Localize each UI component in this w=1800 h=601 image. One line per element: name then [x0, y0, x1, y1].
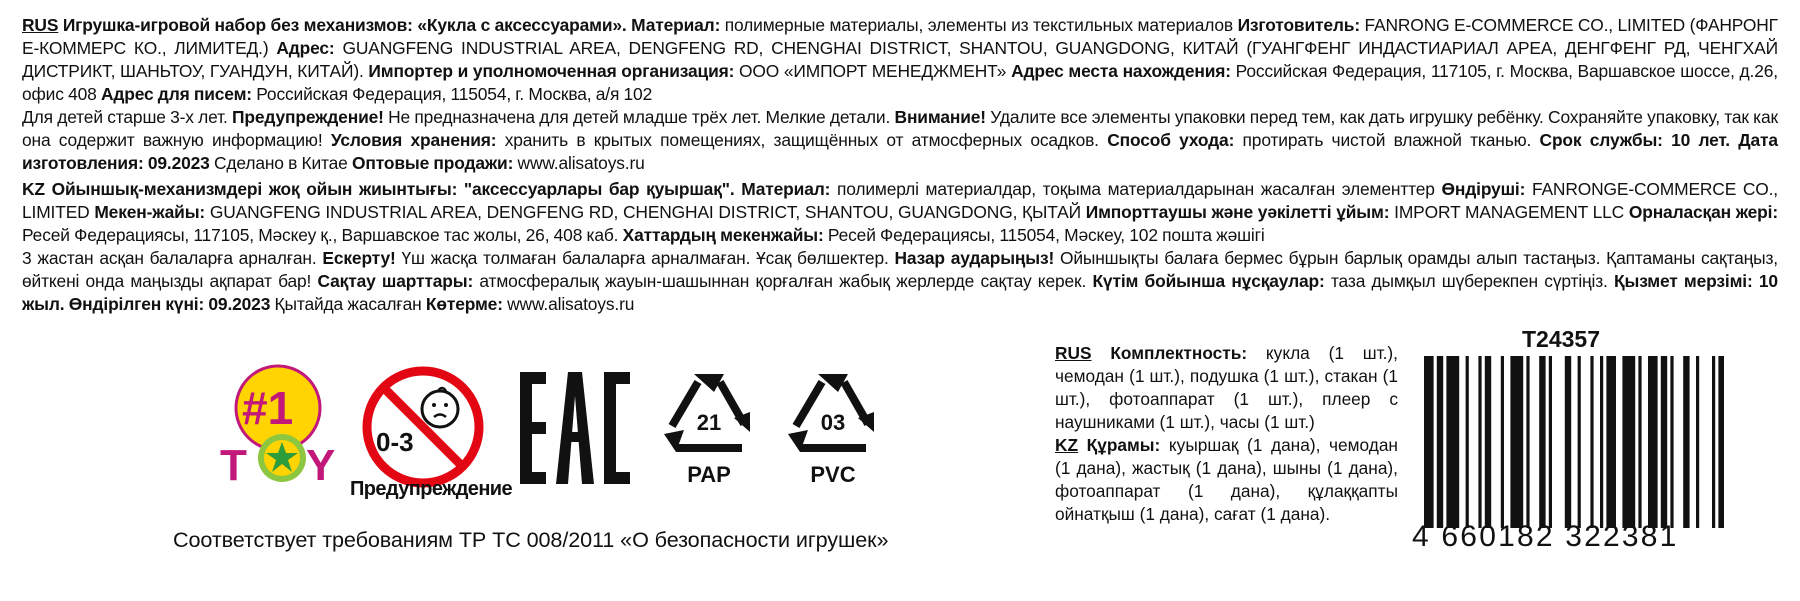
- rus-importer-label: Импортер и уполномоченная организация:: [368, 61, 735, 81]
- barcode-bar: [1549, 356, 1552, 528]
- kit-contents: [1055, 342, 1398, 526]
- barcode-icon: [1424, 356, 1724, 528]
- barcode-bar: [1600, 356, 1603, 528]
- kz-attention-label: Назар аударыңыз!: [894, 248, 1055, 268]
- barcode-bar: [1661, 356, 1667, 528]
- rus-importer: ООО «ИМПОРТ МЕНЕДЖМЕНТ»: [739, 61, 1007, 81]
- kz-origin: Қытайда жасалған: [274, 294, 422, 314]
- barcode-bar: [1712, 356, 1715, 528]
- recycle-pvc-icon: [782, 368, 884, 490]
- rus-attention-label: Внимание!: [894, 107, 986, 127]
- kz-material: полимерлі материалдар, тоқыма материалдарынан жасалған элементтер: [836, 179, 1435, 199]
- kz-importer: IMPORT MANAGEMENT LLC: [1394, 202, 1625, 222]
- barcode-bar: [1510, 356, 1523, 528]
- kz-lang-tag: KZ: [22, 179, 45, 199]
- barcode-bar: [1696, 356, 1699, 528]
- recycle-pap-icon: [658, 368, 760, 490]
- barcode-bar: [1622, 356, 1635, 528]
- rus-age: Для детей старше 3-х лет.: [22, 107, 228, 127]
- barcode-bar: [1638, 356, 1641, 528]
- kz-importer-label: Импорттаушы және уәкілетті ұйым:: [1085, 202, 1390, 222]
- kz-manufacturer: FANRONGE-COMMERCE CO., LIMITED: [22, 179, 1778, 222]
- svg-text:Y: Y: [306, 441, 336, 486]
- rus-wholesale-label: Оптовые продажи:: [352, 153, 514, 173]
- kz-storage: атмосфералық жауын-шашыннан қорғалған жабық жерлерде сақтау керек.: [479, 271, 1087, 291]
- rus-attention: Удалите все элементы упаковки перед тем, как дать игрушку ребёнку. Сохраняйте упаковку, так как она содержит важную информацию!: [22, 107, 1778, 150]
- kz-attention: Ойыншықты балаға бермес бұрын барлық орамды алып тастаңыз. Қаптаманы сақтаңыз, өйткені онда маңызды ақпарат бар!: [22, 248, 1778, 291]
- recycle-2-code: 03: [820, 410, 846, 435]
- barcode-bar: [1424, 356, 1434, 528]
- kz-warning-label: Ескерту!: [322, 248, 396, 268]
- recycle-1-label: PAP: [687, 462, 731, 487]
- rus-mail: Российская Федерация, 115054, г. Москва, а/я 102: [256, 84, 653, 104]
- rus-lang-tag: RUS: [22, 15, 59, 35]
- barcode-bar: [1718, 356, 1724, 528]
- rus-origin: Сделано в Китае: [213, 153, 348, 173]
- age-restriction-label: 0-3: [376, 427, 414, 457]
- eac-mark-icon: [520, 372, 630, 484]
- kz-manufacturer-label: Өндіруші:: [1441, 179, 1526, 199]
- kz-mail-label: Хаттардың мекенжайы:: [622, 225, 824, 245]
- kz-made-date: Өндірілген күні: 09.2023: [68, 294, 271, 314]
- rus-mail-label: Адрес для писем:: [100, 84, 252, 104]
- toy-brand-logo-icon: [212, 362, 338, 486]
- kz-address: GUANGFENG INDUSTRIAL AREA, DENGFENG RD, CHENGHAI DISTRICT, SHANTOU, GUANGDONG, ҚЫТАЙ: [209, 202, 1081, 222]
- kz-product-title: Ойыншық-механизмдері жоқ ойын жиынтығы: "аксессуарлары бар қуыршақ".: [51, 179, 735, 199]
- rus-location-label: Адрес места нахождения:: [1011, 61, 1231, 81]
- kz-warning: Үш жасқа толмаған балаларға арналмаған. Ұсақ бөлшектер.: [401, 248, 889, 268]
- kz-care-label: Күтім бойынша нұсқаулар:: [1092, 271, 1325, 291]
- rus-service-life: Срок службы: 10 лет.: [1539, 130, 1730, 150]
- kz-address-label: Мекен-жайы:: [94, 202, 206, 222]
- barcode-bar: [1501, 356, 1504, 528]
- barcode-bar: [1437, 356, 1443, 528]
- kz-info-paragraph: [22, 178, 1778, 316]
- kz-location: Ресей Федерациясы, 117105, Мәскеу қ., Варшавское тас жолы, 26, 408 каб.: [22, 225, 619, 245]
- kz-age: 3 жастан асқан балаларға арналған.: [22, 248, 317, 268]
- svg-text:T: T: [220, 441, 247, 486]
- barcode-bar: [1683, 356, 1689, 528]
- kz-service-life: Қызмет мерзімі: 10 жыл.: [22, 271, 1778, 314]
- rus-care-label: Способ ухода:: [1107, 130, 1235, 150]
- barcode-bar: [1648, 356, 1658, 528]
- kit-rus-lang: RUS: [1055, 343, 1092, 363]
- rus-address-label: Адрес:: [276, 38, 335, 58]
- recycle-2-label: PVC: [810, 462, 856, 487]
- rus-storage: хранить в крытых помещениях, защищённых от атмосферных осадков.: [504, 130, 1099, 150]
- barcode-bar: [1485, 356, 1491, 528]
- svg-text:#1: #1: [242, 382, 294, 434]
- barcode-bar: [1670, 356, 1673, 528]
- rus-storage-label: Условия хранения:: [330, 130, 497, 150]
- sku-code: T24357: [1522, 326, 1601, 352]
- rus-material-label: Материал:: [631, 15, 721, 35]
- recycle-1-code: 21: [696, 410, 722, 435]
- barcode-bar: [1565, 356, 1571, 528]
- rus-manufacturer-label: Изготовитель:: [1237, 15, 1360, 35]
- kz-wholesale: www.alisatoys.ru: [507, 294, 635, 314]
- warning-caption: Предупреждение: [350, 478, 513, 500]
- rus-info-paragraph: [22, 14, 1778, 175]
- kit-rus-label: Комплектность:: [1110, 343, 1248, 363]
- barcode-bar: [1466, 356, 1469, 528]
- kz-wholesale-label: Көтерме:: [425, 294, 503, 314]
- barcode-digits: 4 660182 322381: [1412, 520, 1679, 553]
- rus-manufacturer: FANRONG E-COMMERCE CO., LIMITED (ФАНРОНГ Е-КОММЕРС КО., ЛИМИТЕД.): [22, 15, 1778, 58]
- barcode-bar: [1526, 356, 1529, 528]
- kz-storage-label: Сақтау шарттары:: [317, 271, 474, 291]
- rus-product-title: Игрушка-игровой набор без механизмов: «Кукла с аксессуарами».: [62, 15, 627, 35]
- kz-mail: Ресей Федерациясы, 115054, Мәскеу, 102 пошта жәшігі: [827, 225, 1265, 245]
- barcode-bar: [1539, 356, 1545, 528]
- kit-kz-text: куыршақ (1 дана), чемодан (1 дана), жастық (1 дана), шыны (1 дана), фотоаппарат (1 дана), құлаққапты ойнатқыш (1 дана), сағат (1 дана).: [1055, 435, 1398, 524]
- rus-location: Российская Федерация, 117105, г. Москва, Варшавское шоссе, д.26, офис 408: [22, 61, 1778, 104]
- barcode-bar: [1590, 356, 1593, 528]
- rus-made-date: Дата изготовления: 09.2023: [22, 130, 1778, 173]
- conformity-statement: Соответствует требованиям ТР ТС 008/2011 «О безопасности игрушек»: [173, 527, 889, 552]
- barcode-bar: [1478, 356, 1481, 528]
- rus-warning: Не предназначена для детей младше трёх лет. Мелкие детали.: [388, 107, 891, 127]
- barcode-bar: [1446, 356, 1459, 528]
- kz-care: таза дымқыл шүберекпен сүртіңіз.: [1330, 271, 1608, 291]
- kz-location-label: Орналасқан жері:: [1628, 202, 1778, 222]
- barcode-bar: [1606, 356, 1616, 528]
- rus-address: GUANGFENG INDUSTRIAL AREA, DENGFENG RD, CHENGHAI DISTRICT, SHANTOU, GUANGDONG, КИТАЙ (ГУАНГФЕНГ ИНДАСТИАРИАЛ АРЕА, ДЕНГФЕНГ РД, ЧЕНГХАЙ ДИСТРИКТ, ШАНЬТОУ, ГУАНДУН, КИТАЙ).: [22, 38, 1778, 81]
- kit-rus-text: кукла (1 шт.), чемодан (1 шт.), подушка (1 шт.), стакан (1 шт.), фотоаппарат (1 шт.), плеер с наушниками (1 шт.), часы (1 шт.): [1055, 343, 1398, 432]
- rus-material: полимерные материалы, элементы из текстильных материалов: [724, 15, 1234, 35]
- kit-kz-label: Құрамы:: [1086, 435, 1161, 455]
- rus-care: протирать чистой влажной тканью.: [1242, 130, 1532, 150]
- rus-wholesale: www.alisatoys.ru: [517, 153, 645, 173]
- kit-kz-lang: KZ: [1055, 435, 1079, 455]
- rus-warning-label: Предупреждение!: [232, 107, 384, 127]
- barcode-bar: [1578, 356, 1581, 528]
- kz-material-label: Материал:: [741, 179, 831, 199]
